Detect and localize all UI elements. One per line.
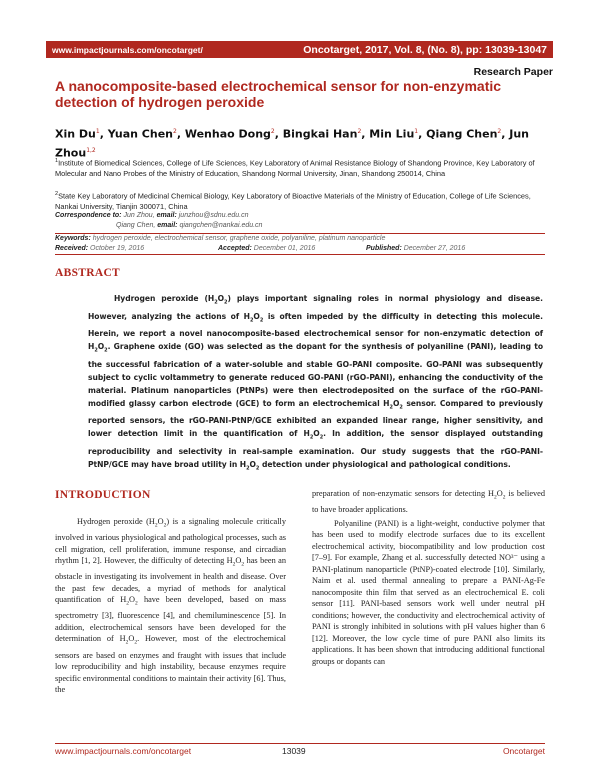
abstract-text: Hydrogen peroxide $(H_2O_2)$ plays important signaling roles in normal physiology and disease. However, analyzing the actions of $H_2O_2$ is often impeded by the difficulty in detecting this molecule. Herein, we report a novel nanocomposite-based electrochemical sensor for non-enzymatic detection of $H_2O_2$. Graphene oxide (GO) was selected as the dopant for the synthesis of polyaniline (PANI), leading to the successful fabrication of a water-soluble and stable GO-PANI composite. GO-PANI was subsequently subject to cyclic voltammetry to generate reduced GO-PANI (rGO-PANI), enhancing the conductivity of the material. Platinum nanoparticles (PtNPs) were then electrodeposited on the surface of the rGO-PANI-modified glassy carbon electrode (GCE) to form an electrochemical $H_2O_2$ sensor. Compared to previously reported sensors, the rGO-PANI-PtNP/GCE exhibited an expanded linear range, higher sensitivity, and lower detection limit in the quantification of $H_2O_2$. In addition, the sensor displayed outstanding reproducibility and selectivity in real-sample examination. Our study suggests that the rGO-PANI-PtNP/GCE may have broad utility in $H_2O_2$ detection under physiological and pathological conditions. xyxy=(88,294,543,472)
published-value: December 27, 2016 xyxy=(403,245,466,252)
journal-header-bar xyxy=(46,41,553,58)
affiliation-text: Institute of Biomedical Sciences, College of Life Sciences, Key Laboratory of Animal Resistance Biology of Shandong Province, Key Laboratory of Molecular and Nano Probes of the Ministry of Education, Shandong Normal University, Jinan, Shandong 250014, China xyxy=(55,158,535,178)
author-affiliation-mark: 2 xyxy=(173,128,177,135)
divider xyxy=(55,254,545,255)
keywords xyxy=(55,235,385,242)
affiliation-number: 2 xyxy=(55,191,59,197)
page-number: 13039 xyxy=(282,746,306,756)
email-label: email: xyxy=(156,212,177,219)
author-name: Yuan Chen xyxy=(107,127,173,141)
author-name: Min Liu xyxy=(369,127,415,141)
published-label: Published: xyxy=(366,245,402,252)
email-label: email: xyxy=(157,222,178,229)
accepted-value: December 01, 2016 xyxy=(253,245,316,252)
author-name: Xin Du xyxy=(55,127,96,141)
received-date xyxy=(55,245,144,252)
correspondence-name: Jun Zhou, xyxy=(123,212,155,219)
paragraph-continued: preparation of non-enzymatic sensors for detecting $H_2O_2$ is believed to have broader applications. xyxy=(312,489,545,515)
footer-journal: Oncotarget xyxy=(502,746,545,756)
article-title: A nanocomposite-based electrochemical sensor for non-enzymatic detection of hydrogen peroxide xyxy=(55,78,502,110)
journal-url[interactable]: www.impactjournals.com/oncotarget/ xyxy=(52,44,203,55)
paragraph: Hydrogen peroxide $(H_2O_2)$ is a signaling molecule critically involved in various physiological and pathological processes, such as cell migration, cell proliferation, immune response, and circadian rhythm [1, 2]. However, the difficulty of detecting $H_2O_2$ has been an obstacle in investigating its involvement in health and disease. Over the past few decades, a myriad of methods for analytical quantification of $H_2O_2$ have been developed, based on mass spectrometry [3], fluorescence [4], and chemiluminescence [5]. In addition, electrochemical sensors have been developed for the determination of $H_2O_2$. However, most of the electrochemical sensors are based on enzymes and fraught with issues that include low reproducibility and high instability, because enzymes require specific environmental conditions to maintain their activity [6]. Thus, the xyxy=(55,517,286,695)
introduction-heading: INTRODUCTION xyxy=(55,489,151,501)
received-value: October 19, 2016 xyxy=(90,245,145,252)
author-name: Qiang Chen xyxy=(426,127,498,141)
published-date xyxy=(366,245,465,252)
accepted-date xyxy=(218,245,315,252)
affiliation-text: State Key Laboratory of Medicinal Chemical Biology, Key Laboratory of Bioactive Materials of the Ministry of Education, College of Life Sciences, Nankai University, Tianjin 300071, China xyxy=(55,191,531,211)
article-type: Research Paper xyxy=(473,66,553,78)
abstract-heading: ABSTRACT xyxy=(55,267,121,279)
correspondence-label: Correspondence to: xyxy=(55,212,122,219)
affiliation-2 xyxy=(55,189,545,212)
author-name: Wenhao Dong xyxy=(184,127,271,141)
journal-citation: Oncotarget, 2017, Vol. 8, (No. 8), pp: 13039-13047 xyxy=(303,43,547,56)
footer-url[interactable]: www.impactjournals.com/oncotarget xyxy=(55,746,192,756)
correspondence-line-1 xyxy=(55,211,249,221)
received-label: Received: xyxy=(55,245,89,252)
divider xyxy=(55,233,545,234)
keywords-text: hydrogen peroxide, electrochemical sensor, graphene oxide, polyaniline, platinum nanoparticle xyxy=(92,235,386,242)
keywords-label: Keywords: xyxy=(55,235,91,242)
affiliation-number: 1 xyxy=(55,158,59,164)
author-name: Bingkai Han xyxy=(282,127,358,141)
author-list: Xin Du$^1$, Yuan Chen$^2$, Wenhao Dong$^2$, Bingkai Han$^2$, Min Liu$^1$, Qiang Chen$^2$, Jun Zhou$^{1,2}$ xyxy=(55,127,530,160)
body-column-left xyxy=(55,516,286,696)
author-affiliation-mark: 1,2 xyxy=(86,146,96,154)
author-name: Jun Zhou xyxy=(55,127,530,160)
correspondence-email[interactable]: qiangchen@nankai.edu.cn xyxy=(179,222,263,229)
author-affiliation-mark: 1 xyxy=(414,128,419,135)
paragraph: Polyaniline (PANI) is a light-weight, conductive polymer that has been used to modify electrode surfaces due to its excellent electrochemical activity, biocompatibility and low production cost [7–9]. For example, Zhang et al. successfully detected NO³⁻ using a PANI-platinum nanoparticle (PtNP)-coated electrode [10]. Similarly, Naim et al. used thermal annealing to prepare a PANI-Ag-Fe nanocomposite thin film that served as an electrochemical E. coli sensor [11]. PANI-based sensors work well under neutral pH conditions; however, the conductivity and electrochemical activity of PANI is strongly inhibited in solutions with pH values higher than 6 [12]. Moreover, the low cycle time of pure PANI also limits its applications. It has been shown that introducing additional functional groups or dopants can xyxy=(312,518,545,666)
author-affiliation-mark: 2 xyxy=(497,128,502,135)
accepted-label: Accepted: xyxy=(218,245,252,252)
correspondence-name: Qiang Chen, xyxy=(116,222,156,229)
affiliation-1 xyxy=(55,156,545,179)
correspondence-email[interactable]: junzhou@sdnu.edu.cn xyxy=(178,212,249,219)
author-affiliation-mark: 2 xyxy=(270,128,275,135)
footer-divider xyxy=(55,743,545,744)
author-affiliation-mark: 2 xyxy=(357,128,362,135)
body-column-right xyxy=(312,488,545,667)
author-affiliation-mark: 1 xyxy=(95,128,100,135)
correspondence-line-2 xyxy=(116,221,262,231)
